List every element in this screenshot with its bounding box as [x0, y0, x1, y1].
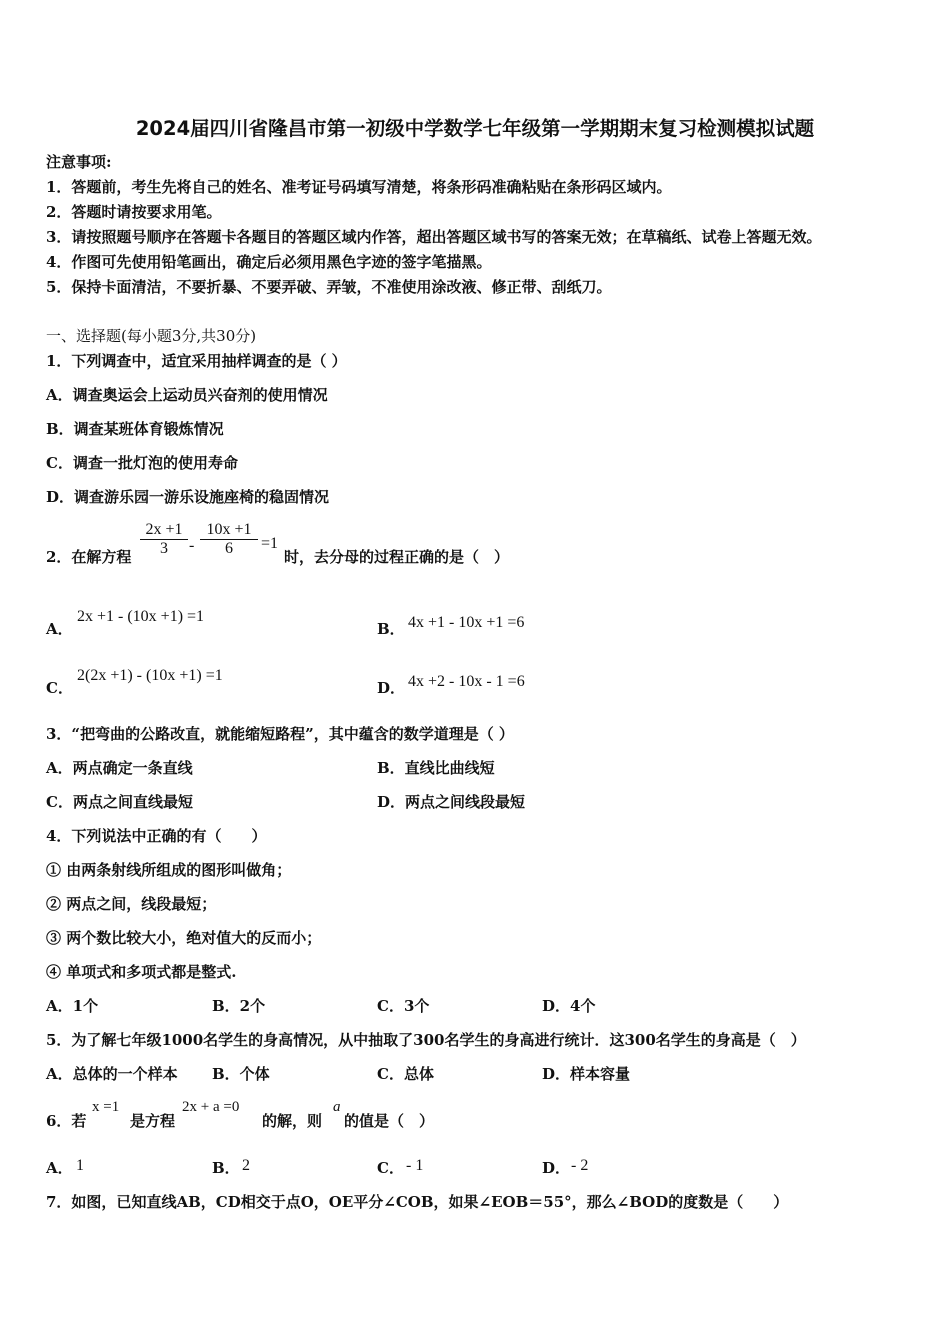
q1-option-d: D．调查游乐园一游乐设施座椅的稳固情况 [46, 488, 330, 506]
question-3-stem: 3．“把弯曲的公路改直，就能缩短路程”，其中蕴含的数学道理是（ ） [46, 725, 514, 743]
q6-math-x-eq-1: x =1 [92, 1099, 120, 1115]
notice-item: 2．答题时请按要求用笔。 [46, 203, 222, 221]
question-4-stem: 4．下列说法中正确的有（ ） [46, 827, 267, 845]
q2-option-c-expr: 2(2x +1) - (10x +1) =1 [77, 667, 223, 684]
q4-option-c: C．3个 [377, 997, 430, 1015]
q2-option-a-label: A． [46, 620, 73, 638]
q6-option-d-value: - 2 [571, 1157, 589, 1174]
notice-heading: 注意事项: [46, 153, 112, 171]
q4-statement: ① 由两条射线所组成的图形叫做角； [46, 861, 292, 879]
q6-option-c-label: C． [377, 1159, 404, 1177]
question-7-stem: 7．如图，已知直线AB，CD相交于点O，OE平分∠COB，如果∠EOB＝55°，那么∠BOD的度数是（ ） [46, 1193, 789, 1211]
q2-option-b-expr: 4x +1 - 10x +1 =6 [408, 614, 525, 631]
notice-item: 3．请按照题号顺序在答题卡各题目的答题区域内作答，超出答题区域书写的答案无效；在草稿纸、试卷上答题无效。 [46, 228, 822, 246]
q5-option-d: D．样本容量 [542, 1065, 631, 1083]
fraction-2 [200, 521, 258, 558]
q5-option-b: B．个体 [212, 1065, 270, 1083]
question-6-stem-part: 是方程 [130, 1112, 176, 1130]
question-6-stem-part: 的值是（ ） [344, 1112, 435, 1130]
q4-option-d: D．4个 [542, 997, 596, 1015]
q6-option-a-label: A． [46, 1159, 73, 1177]
fraction-2-denominator: 6 [225, 540, 233, 557]
equals-one: =1 [261, 535, 279, 552]
q6-option-b-value: 2 [242, 1157, 250, 1174]
q5-option-c: C．总体 [377, 1065, 434, 1083]
question-1-stem: 1．下列调查中，适宜采用抽样调查的是（ ） [46, 352, 347, 370]
fraction-1 [140, 521, 188, 558]
q6-option-c-value: - 1 [406, 1157, 424, 1174]
q6-math-a: a [333, 1099, 341, 1115]
notice-item: 5．保持卡面清洁，不要折暴、不要弄破、弄皱，不准使用涂改液、修正带、刮纸刀。 [46, 278, 612, 296]
q2-option-d-label: D． [377, 679, 406, 697]
notice-item: 1．答题前，考生先将自己的姓名、准考证号码填写清楚，将条形码准确粘贴在条形码区域内。 [46, 178, 672, 196]
q6-math-equation: 2x + a =0 [182, 1099, 240, 1115]
q6-option-a-value: 1 [76, 1157, 84, 1174]
minus-sign: - [189, 537, 195, 554]
q3-option-c: C．两点之间直线最短 [46, 793, 193, 811]
page-title: 2024届四川省隆昌市第一初级中学数学七年级第一学期期末复习检测模拟试题 [135, 117, 815, 140]
fraction-2-numerator: 10x +1 [206, 521, 252, 538]
q4-option-b: B．2个 [212, 997, 266, 1015]
q3-option-b: B．直线比曲线短 [377, 759, 495, 777]
fraction-1-denominator: 3 [160, 540, 168, 557]
q4-statement: ④ 单项式和多项式都是整式. [46, 963, 237, 981]
q5-option-a: A．总体的一个样本 [46, 1065, 178, 1083]
q3-option-d: D．两点之间线段最短 [377, 793, 526, 811]
notice-item: 4．作图可先使用铅笔画出，确定后必须用黑色字迹的签字笔描黑。 [46, 253, 492, 271]
q1-option-c: C．调查一批灯泡的使用寿命 [46, 454, 238, 472]
question-2-stem-end: 时，去分母的过程正确的是（ ） [284, 548, 510, 566]
q1-option-b: B．调查某班体育锻炼情况 [46, 420, 224, 438]
q4-option-a: A．1个 [46, 997, 99, 1015]
q6-option-b-label: B． [212, 1159, 240, 1177]
q6-option-d-label: D． [542, 1159, 571, 1177]
q2-option-b-label: B． [377, 620, 405, 638]
fraction-1-numerator: 2x +1 [145, 521, 183, 538]
q4-statement: ③ 两个数比较大小，绝对值大的反而小； [46, 929, 322, 947]
question-2-stem-start: 2．在解方程 [46, 548, 132, 566]
section-heading: 一、选择题(每小题3分,共30分) [46, 327, 257, 345]
q1-option-a: A．调查奥运会上运动员兴奋剂的使用情况 [46, 386, 328, 404]
q2-option-a-expr: 2x +1 - (10x +1) =1 [77, 608, 205, 625]
q4-statement: ② 两点之间，线段最短； [46, 895, 217, 913]
q3-option-a: A．两点确定一条直线 [46, 759, 193, 777]
question-6-stem-part: 6．若 [46, 1112, 87, 1130]
q2-option-d-expr: 4x +2 - 10x - 1 =6 [408, 673, 525, 690]
question-5-stem: 5．为了解七年级1000名学生的身高情况，从中抽取了300名学生的身高进行统计．这300名学生的身高是（ ） [46, 1031, 806, 1049]
question-6-stem-part: 的解，则 [262, 1112, 323, 1130]
q2-option-c-label: C． [46, 679, 73, 697]
